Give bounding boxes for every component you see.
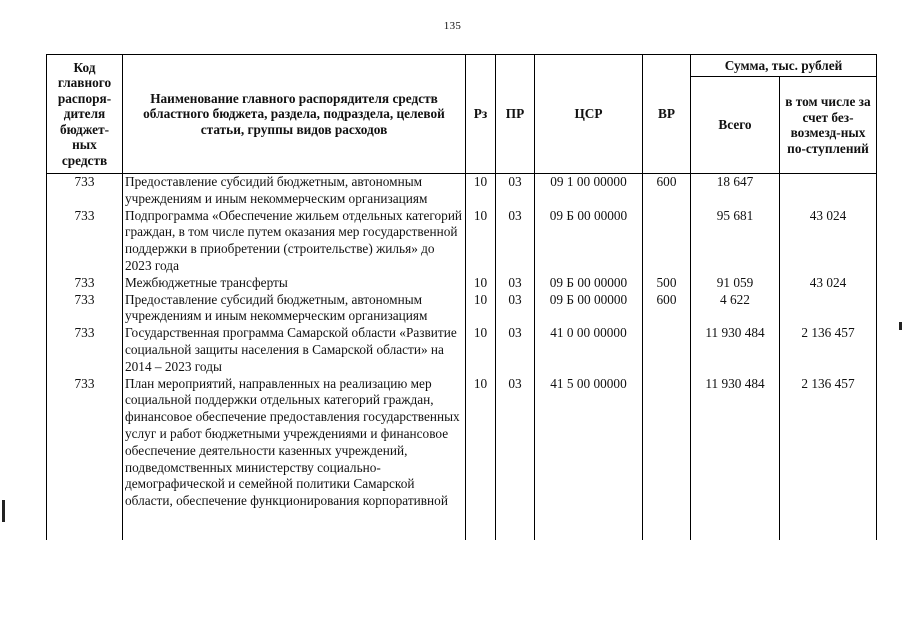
scan-mark [899, 322, 902, 330]
header-name: Наименование главного распорядителя средств областного бюджета, раздела, подраздела, целевой статьи, группы видов расходов [123, 55, 466, 174]
header-vr: ВР [643, 55, 691, 174]
cell-name: Государственная программа Самарской области «Развитие социальной защиты населения в Самарской области» на 2014 – 2023 годы [123, 325, 466, 375]
cell-rz: 10 [466, 275, 496, 292]
cell-total: 18 647 [691, 174, 780, 208]
cell-free [780, 292, 877, 326]
cell-pr: 03 [496, 174, 535, 208]
header-total: Всего [691, 77, 780, 174]
cell-vr [643, 325, 691, 375]
cell-free: 43 024 [780, 208, 877, 275]
cell-free [780, 174, 877, 208]
cell-csr: 09 Б 00 00000 [535, 275, 643, 292]
cell-free: 2 136 457 [780, 325, 877, 375]
cell-rz: 10 [466, 174, 496, 208]
header-sum-group: Сумма, тыс. рублей [691, 55, 877, 77]
header-free: в том числе за счет без-возмезд-ных по-ступлений [780, 77, 877, 174]
cell-vr [643, 208, 691, 275]
table-row [47, 292, 877, 326]
cell-pr: 03 [496, 275, 535, 292]
cell-code: 733 [47, 325, 123, 375]
cell-code: 733 [47, 292, 123, 326]
table-row [47, 208, 877, 275]
page-number: 135 [443, 20, 462, 32]
cell-total: 11 930 484 [691, 376, 780, 540]
cell-name: Предоставление субсидий бюджетным, автономным учреждениям и иным некоммерческим организациям [123, 174, 466, 208]
cell-vr: 500 [643, 275, 691, 292]
cell-pr: 03 [496, 325, 535, 375]
header-code: Код главного распоря-дителя бюджет-ных средств [47, 55, 123, 174]
cell-vr [643, 376, 691, 540]
header-rz: Рз [466, 55, 496, 174]
cell-csr: 09 Б 00 00000 [535, 292, 643, 326]
cell-rz: 10 [466, 325, 496, 375]
cell-total: 4 622 [691, 292, 780, 326]
table-row [47, 174, 877, 208]
cell-pr: 03 [496, 208, 535, 275]
cell-code: 733 [47, 275, 123, 292]
cell-pr: 03 [496, 292, 535, 326]
cell-pr: 03 [496, 376, 535, 540]
cell-csr: 41 5 00 00000 [535, 376, 643, 540]
cell-code: 733 [47, 376, 123, 540]
cell-name: Предоставление субсидий бюджетным, автономным учреждениям и иным некоммерческим организациям [123, 292, 466, 326]
cell-total: 91 059 [691, 275, 780, 292]
cell-rz: 10 [466, 208, 496, 275]
cell-rz: 10 [466, 376, 496, 540]
cell-name: План мероприятий, направленных на реализацию мер социальной поддержки отдельных категорий граждан, финансовое обеспечение предоставления государственных услуг и работ бюджетными учреждениями и финансовое обеспечение деятельности казенных учреждений, подведомственных министерству социально-демографической и семейной политики Самарской области, обеспечение функционирования корпоративной [123, 376, 466, 540]
header-pr: ПР [496, 55, 535, 174]
cell-rz: 10 [466, 292, 496, 326]
table-row [47, 376, 877, 540]
cell-vr: 600 [643, 292, 691, 326]
table-row [47, 275, 877, 292]
header-csr: ЦСР [535, 55, 643, 174]
cell-code: 733 [47, 174, 123, 208]
cell-free: 2 136 457 [780, 376, 877, 540]
cell-name: Межбюджетные трансферты [123, 275, 466, 292]
cell-free: 43 024 [780, 275, 877, 292]
cell-total: 11 930 484 [691, 325, 780, 375]
cell-csr: 41 0 00 00000 [535, 325, 643, 375]
table-header [47, 55, 877, 174]
cell-csr: 09 Б 00 00000 [535, 208, 643, 275]
cell-total: 95 681 [691, 208, 780, 275]
budget-table [46, 54, 877, 540]
cell-csr: 09 1 00 00000 [535, 174, 643, 208]
cell-code: 733 [47, 208, 123, 275]
scan-mark [2, 500, 5, 522]
table-row [47, 325, 877, 375]
cell-name: Подпрограмма «Обеспечение жильем отдельных категорий граждан, в том числе путем оказания мер государственной поддержки в приобретении (строительстве) жилья» до 2023 года [123, 208, 466, 275]
cell-vr: 600 [643, 174, 691, 208]
